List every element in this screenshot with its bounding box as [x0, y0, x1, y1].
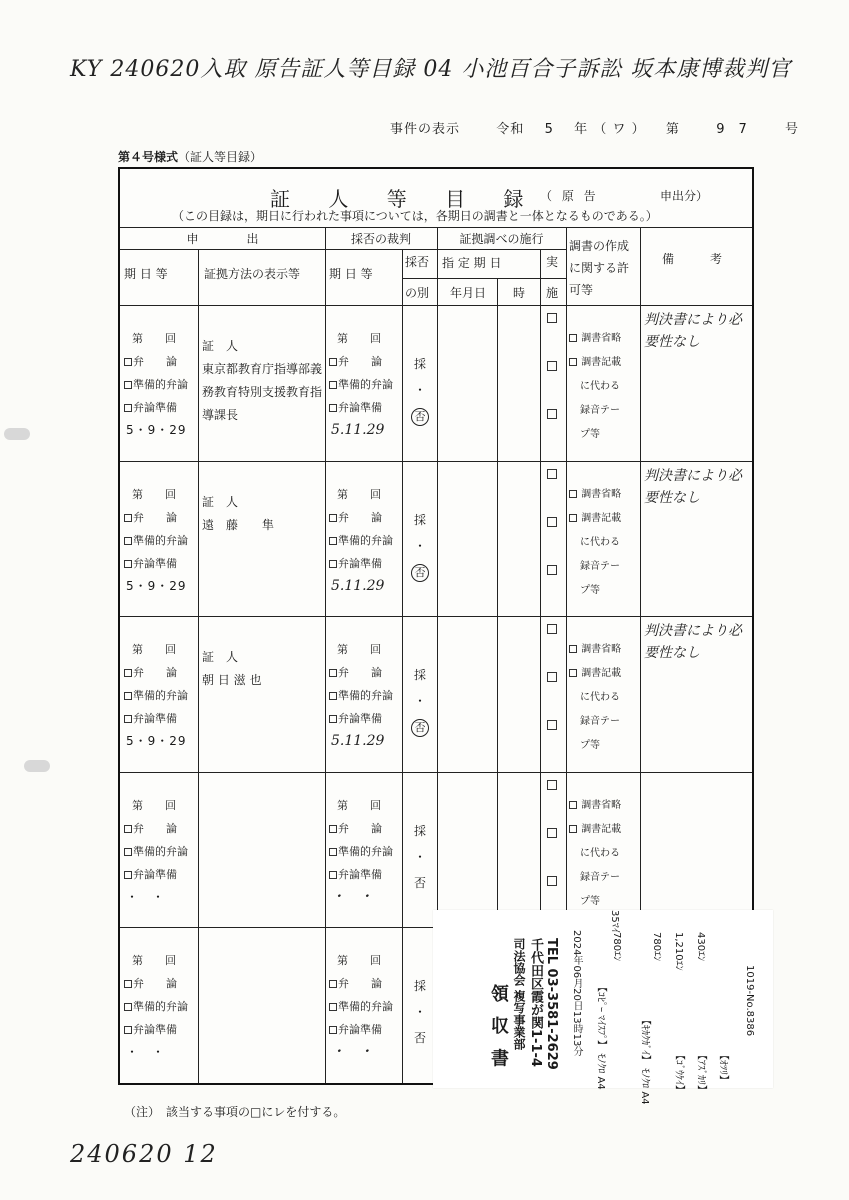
checkbox-r-ben[interactable] — [329, 669, 337, 677]
row-hi: 否 — [413, 1031, 426, 1046]
row-chosho-b-label: 調書記載 — [581, 668, 622, 680]
row-benjun-label: 弁論準備 — [133, 401, 177, 414]
receipt-item1-amount: 35ﾏｲ — [609, 910, 620, 933]
row-witness-name: 遠 藤 隼 — [202, 517, 275, 532]
row-r-ben-label: 弁 論 — [338, 355, 382, 368]
row-benjun — [124, 396, 198, 419]
row-r-dai: 第 回 — [337, 798, 381, 812]
row-dot: ・ — [413, 383, 426, 397]
checkbox-benjun[interactable] — [124, 871, 132, 879]
row-chosho — [569, 483, 639, 603]
row-r-date: ・ ・ — [331, 1044, 373, 1061]
row-r-ben — [329, 506, 401, 529]
case-year: 5 — [544, 122, 554, 137]
row-note: 判決書により必要性なし — [644, 467, 742, 506]
receipt-item1: 【ｺﾋﾟｰ ﾏｲｽﾌﾟ】 ﾓﾉｸﾛ A4 — [595, 982, 606, 1090]
checkbox-jissi[interactable] — [547, 828, 557, 838]
row-benjun — [124, 707, 198, 730]
row-r-benjun-label: 弁論準備 — [338, 556, 382, 570]
checkbox-r-junbi[interactable] — [329, 1003, 337, 1011]
checkbox-junbi[interactable] — [124, 1003, 132, 1011]
row-dai: 第 回 — [132, 798, 176, 812]
row-chosho-c: に代わる — [580, 381, 620, 392]
checkbox-chosho-b[interactable] — [569, 514, 577, 522]
row-benjun-label: 弁論準備 — [133, 712, 177, 726]
checkbox-r-ben[interactable] — [329, 514, 337, 522]
row-r-date: 5.11.29 — [331, 422, 385, 438]
row-saihi — [404, 662, 436, 740]
form-label-bold: 第４号様式 — [118, 150, 179, 164]
checkbox-chosho-b[interactable] — [569, 358, 577, 366]
row-r-ben — [329, 817, 401, 840]
sheet-title: 証 人 等 目 録 — [270, 187, 540, 211]
header-saihi-bottom: の別 — [405, 286, 430, 300]
row-dot: ・ — [413, 849, 426, 864]
row-dot: ・ — [413, 694, 426, 709]
row-r-junbi-label: 準備的弁論 — [338, 689, 393, 703]
handwritten-header: KY 240620入取 原告証人等目録 04 小池百合子訴訟 坂本康博裁判官 — [70, 57, 792, 82]
vline-3 — [402, 249, 403, 1083]
row-r-junbi-label: 準備的弁論 — [338, 378, 393, 391]
row-r-junbi — [329, 373, 401, 396]
row-benjun — [124, 863, 198, 886]
case-mark: ワ — [612, 122, 627, 137]
row-junbi-label: 準備的弁論 — [133, 689, 188, 703]
checkbox-jissi[interactable] — [547, 624, 557, 634]
checkbox-r-junbi[interactable] — [329, 381, 337, 389]
row-r-ben — [329, 661, 401, 684]
receipt-item4-price: 430ｴﾝ — [695, 932, 706, 962]
row-note: 判決書により必要性なし — [644, 312, 742, 350]
receipt-item3: 【ｺﾞｳｹｲ】 — [673, 1050, 684, 1095]
row-chosho-a-label: 調書省略 — [581, 799, 622, 811]
row-r-date: ・ ・ — [331, 888, 373, 905]
header-line-top — [120, 227, 752, 228]
row-kijitsu — [124, 638, 198, 753]
checkbox-r-benjun[interactable] — [329, 715, 337, 723]
row-witness — [202, 491, 324, 537]
row-note: 判決書により必要性なし — [644, 623, 742, 662]
row-junbi — [124, 840, 198, 863]
receipt-item3-price: 1,210ｴﾝ — [673, 932, 684, 971]
handwritten-footer: 240620 12 — [70, 1140, 218, 1168]
row-ben-label: 弁 論 — [133, 977, 177, 991]
receipt-item5: 【ｵﾂﾘ】 — [717, 1050, 728, 1085]
row-chosho-e: プ等 — [580, 895, 600, 907]
row-benjun — [124, 552, 198, 575]
checkbox-benjun[interactable] — [124, 715, 132, 723]
header-shitei: 指 定 期 日 — [442, 256, 502, 270]
row-r-ben-label: 弁 論 — [338, 666, 382, 680]
row-divider — [120, 772, 752, 773]
form-label — [118, 148, 262, 165]
row-ben-label: 弁 論 — [133, 821, 177, 835]
row-chosho-e: プ等 — [580, 584, 600, 596]
header-hyouji: 証拠方法の表示等 — [204, 267, 301, 281]
row-r-benjun — [329, 707, 401, 730]
row-sai: 採 — [413, 823, 426, 838]
row-r-benjun — [329, 552, 401, 575]
row-ruling — [329, 949, 401, 1064]
row-saihi — [404, 507, 436, 585]
row-r-dai: 第 回 — [337, 954, 381, 968]
row-chosho-d: 録音テー — [580, 871, 620, 883]
case-year-suffix: 年 — [574, 122, 589, 137]
row-ruling — [329, 327, 401, 442]
sheet-party-close: 申出分） — [660, 189, 709, 203]
checkbox-benjun[interactable] — [124, 1026, 132, 1034]
case-label: 事件の表示 — [390, 122, 461, 137]
row-witness-name: 朝 日 滋 也 — [202, 673, 262, 688]
receipt — [433, 910, 773, 1105]
row-benjun-label: 弁論準備 — [133, 556, 177, 570]
checkbox-r-ben[interactable] — [329, 980, 337, 988]
checkbox-r-junbi[interactable] — [329, 537, 337, 545]
row-hi: 否 — [413, 875, 426, 890]
punch-hole-top — [4, 428, 30, 440]
row-r-ben — [329, 972, 401, 995]
row-date: ・ ・ — [126, 1045, 166, 1060]
receipt-address: 千代田区霞が関1-1-4 — [528, 938, 543, 1067]
row-witness — [202, 646, 324, 692]
checkbox-chosho-b[interactable] — [569, 825, 577, 833]
receipt-title: 領 収 書 — [488, 984, 509, 1071]
row-dot: ・ — [413, 1005, 426, 1020]
checkbox-chosho-b[interactable] — [569, 669, 577, 677]
header-jissi-top: 実 — [546, 255, 559, 269]
checkbox-ben[interactable] — [124, 514, 132, 522]
sheet-party: （ 原 告 — [540, 189, 599, 203]
row-ben-label: 弁 論 — [133, 666, 177, 680]
row-witness-name: 東京都教育庁指導部義務教育特別支援教育指導課長 — [202, 362, 323, 422]
row-r-benjun-label: 弁論準備 — [338, 1023, 382, 1037]
row-r-junbi-label: 準備的弁論 — [338, 1000, 393, 1014]
row-junbi-label: 準備的弁論 — [133, 844, 188, 858]
row-chosho-b-label: 調書記載 — [581, 512, 622, 524]
row-saihi — [404, 351, 436, 429]
row-r-benjun-label: 弁論準備 — [338, 712, 382, 726]
punch-hole-bottom — [24, 760, 50, 772]
checkbox-jissi[interactable] — [547, 565, 557, 575]
row-saihi — [404, 818, 436, 896]
row-r-benjun-label: 弁論準備 — [338, 867, 382, 881]
row-r-date: 5.11.29 — [331, 577, 385, 594]
row-junbi — [124, 529, 198, 552]
circled-hi: 否 — [411, 564, 429, 582]
header-kijitsu: 期 日 等 — [124, 267, 168, 281]
checkbox-jissi[interactable] — [547, 517, 557, 527]
row-r-dai: 第 回 — [337, 643, 381, 657]
row-chosho-a — [569, 327, 639, 351]
header-shikou: 証拠調べの施行 — [459, 232, 544, 246]
row-r-ben-label: 弁 論 — [338, 821, 382, 835]
row-hi-wrap — [404, 1025, 436, 1051]
checkbox-r-junbi[interactable] — [329, 692, 337, 700]
row-kijitsu — [124, 327, 198, 442]
vline-2 — [325, 227, 326, 1083]
row-chosho-b — [569, 507, 639, 531]
row-divider — [120, 616, 752, 617]
checkbox-junbi[interactable] — [124, 692, 132, 700]
row-witness — [202, 335, 324, 427]
row-date: 5・9・29 — [126, 423, 187, 437]
case-paren-open: （ — [593, 122, 608, 137]
row-r-junbi-label: 準備的弁論 — [338, 533, 393, 547]
checkbox-ben[interactable] — [124, 825, 132, 833]
receipt-tel: TEL 03-3581-2629 — [544, 938, 559, 1070]
checkbox-jissi[interactable] — [547, 876, 557, 886]
row-ben — [124, 972, 198, 995]
header-jissi-bottom: 施 — [546, 286, 559, 300]
row-ruling — [329, 794, 401, 909]
receipt-org: 司法協会 複写事業部 — [512, 938, 526, 1051]
receipt-item2: 【ｷｶｸｶﾞｲ】 ﾓﾉｸﾛ A4 — [639, 1015, 650, 1105]
row-chosho-b-label: 調書記載 — [581, 823, 622, 835]
row-r-benjun-label: 弁論準備 — [338, 401, 382, 414]
checkbox-jissi[interactable] — [547, 780, 557, 790]
row-dai: 第 回 — [132, 332, 176, 345]
row-chosho — [569, 638, 639, 758]
row-chosho-b — [569, 662, 639, 686]
checkbox-r-benjun[interactable] — [329, 871, 337, 879]
form-label-rest: （証人等目録） — [178, 150, 263, 164]
checkbox-ben[interactable] — [124, 980, 132, 988]
row-witness-label: 証 人 — [202, 494, 239, 509]
checkbox-jissi[interactable] — [547, 409, 557, 419]
row-sai: 採 — [413, 979, 426, 994]
header-kiban: 採否の裁判 — [350, 232, 411, 246]
receipt-datetime: 2024年06月20日13時13分 — [571, 930, 582, 1057]
checkbox-jissi[interactable] — [547, 672, 557, 682]
row-junbi — [124, 995, 198, 1018]
row-r-junbi-label: 準備的弁論 — [338, 844, 393, 858]
header-chosho: 調書の作成に関する許可等 — [569, 239, 630, 297]
checkbox-r-benjun[interactable] — [329, 1026, 337, 1034]
row-r-benjun — [329, 1018, 401, 1041]
row-date: 5・9・29 — [126, 578, 187, 593]
row-ben — [124, 661, 198, 684]
row-ben-label: 弁 論 — [133, 510, 177, 524]
checkbox-r-ben[interactable] — [329, 825, 337, 833]
checkbox-jissi[interactable] — [547, 313, 557, 323]
receipt-item2-price: 780ｴﾝ — [651, 932, 662, 962]
row-hi-wrap — [404, 559, 436, 585]
row-chosho-a — [569, 483, 639, 507]
row-chosho-d: 録音テー — [580, 716, 620, 728]
header-bikou: 備 考 — [662, 252, 723, 266]
row-dai: 第 回 — [132, 487, 176, 501]
circled-hi: 否 — [411, 408, 429, 426]
checkbox-junbi[interactable] — [124, 381, 132, 389]
row-chosho-d: 録音テー — [580, 560, 620, 572]
row-chosho — [569, 327, 639, 447]
checkbox-junbi[interactable] — [124, 537, 132, 545]
row-benjun — [124, 1018, 198, 1041]
footnote: （注） 該当する事項の□にレを付する。 — [124, 1105, 346, 1119]
checkbox-jissi[interactable] — [547, 361, 557, 371]
checkbox-benjun[interactable] — [124, 404, 132, 412]
checkbox-r-ben[interactable] — [329, 358, 337, 366]
header-line-bottom — [120, 305, 752, 306]
header-kijitsu2: 期 日 等 — [329, 267, 373, 281]
row-r-junbi — [329, 995, 401, 1018]
sheet-note: （この目録は，期日に行われた事項については，各期日の調書と一体となるものである。） — [172, 209, 658, 223]
row-chosho-c: に代わる — [580, 847, 620, 859]
checkbox-chosho-a[interactable] — [569, 645, 577, 653]
row-chosho-c: に代わる — [580, 692, 620, 704]
row-chosho-a — [569, 794, 639, 818]
row-chosho-a-label: 調書省略 — [581, 488, 622, 500]
checkbox-r-benjun[interactable] — [329, 404, 337, 412]
row-date: 5・9・29 — [126, 734, 187, 749]
row-divider — [120, 461, 752, 462]
row-chosho-a-label: 調書省略 — [581, 644, 622, 656]
case-paren-close: ） — [631, 122, 646, 137]
row-chosho — [569, 794, 639, 914]
row-chosho-a-label: 調書省略 — [581, 333, 622, 344]
row-chosho-b-label: 調書記載 — [581, 357, 622, 368]
case-number: 97 — [716, 122, 761, 137]
header-line-mid — [120, 249, 566, 250]
row-dot: ・ — [413, 538, 426, 553]
circled-hi: 否 — [411, 719, 429, 737]
row-ben — [124, 350, 198, 373]
receipt-item1-price: 780ｴﾝ — [611, 932, 622, 962]
row-kijitsu — [124, 483, 198, 598]
row-r-junbi — [329, 529, 401, 552]
checkbox-chosho-a[interactable] — [569, 490, 577, 498]
row-chosho-a — [569, 638, 639, 662]
row-kijitsu — [124, 949, 198, 1064]
row-r-dai: 第 回 — [337, 487, 381, 501]
row-r-ben-label: 弁 論 — [338, 510, 382, 524]
row-sai: 採 — [413, 668, 426, 683]
row-ben — [124, 506, 198, 529]
row-saihi — [404, 973, 436, 1051]
row-r-ben — [329, 350, 401, 373]
checkbox-jissi[interactable] — [547, 469, 557, 479]
row-r-date: 5.11.29 — [331, 733, 385, 750]
row-chosho-b — [569, 351, 639, 375]
row-ruling — [329, 638, 401, 753]
row-chosho-b — [569, 818, 639, 842]
checkbox-r-junbi[interactable] — [329, 848, 337, 856]
row-chosho-e: プ等 — [580, 429, 600, 440]
row-junbi-label: 準備的弁論 — [133, 378, 188, 391]
row-benjun-label: 弁論準備 — [133, 1023, 177, 1037]
case-dai: 第 — [665, 122, 680, 137]
checkbox-junbi[interactable] — [124, 848, 132, 856]
row-r-junbi — [329, 840, 401, 863]
row-ruling — [329, 483, 401, 598]
row-date: ・ ・ — [126, 889, 166, 904]
row-junbi — [124, 373, 198, 396]
header-nengappi: 年月日 — [450, 286, 487, 300]
row-r-benjun — [329, 863, 401, 886]
header-line-sub — [402, 278, 566, 279]
row-witness-label: 証 人 — [202, 339, 239, 353]
case-go: 号 — [785, 122, 800, 137]
case-display — [390, 118, 799, 137]
row-r-dai: 第 回 — [337, 332, 381, 345]
checkbox-ben[interactable] — [124, 669, 132, 677]
row-junbi-label: 準備的弁論 — [133, 533, 188, 547]
row-junbi — [124, 684, 198, 707]
row-hi-wrap — [404, 714, 436, 740]
receipt-serial: 1019-No.8386 — [744, 965, 755, 1037]
row-sai: 採 — [413, 357, 426, 371]
checkbox-chosho-a[interactable] — [569, 334, 577, 342]
header-moushide: 申 出 — [186, 232, 259, 246]
checkbox-ben[interactable] — [124, 358, 132, 366]
row-r-junbi — [329, 684, 401, 707]
row-chosho-c: に代わる — [580, 536, 620, 548]
checkbox-benjun[interactable] — [124, 560, 132, 568]
row-junbi-label: 準備的弁論 — [133, 1000, 188, 1014]
receipt-item4: 【ｱｽﾞｶﾘ】 — [695, 1050, 706, 1095]
row-hi-wrap — [404, 403, 436, 429]
header-saihi-top: 採否 — [405, 255, 430, 269]
header-ji: 時 — [513, 286, 526, 300]
row-dai: 第 回 — [132, 954, 176, 968]
row-sai: 採 — [413, 512, 426, 527]
row-hi-wrap — [404, 870, 436, 896]
row-ben-label: 弁 論 — [133, 355, 177, 368]
row-chosho-e: プ等 — [580, 740, 600, 752]
row-benjun-label: 弁論準備 — [133, 867, 177, 881]
checkbox-r-benjun[interactable] — [329, 560, 337, 568]
row-r-benjun — [329, 396, 401, 419]
row-dai: 第 回 — [132, 643, 176, 657]
vline-1 — [198, 249, 199, 1083]
row-chosho-d: 録音テー — [580, 405, 620, 416]
row-r-ben-label: 弁 論 — [338, 977, 382, 991]
checkbox-chosho-a[interactable] — [569, 801, 577, 809]
row-ben — [124, 817, 198, 840]
row-kijitsu — [124, 794, 198, 909]
checkbox-jissi[interactable] — [547, 720, 557, 730]
row-witness-label: 証 人 — [202, 650, 239, 665]
case-era: 令和 — [496, 122, 525, 137]
